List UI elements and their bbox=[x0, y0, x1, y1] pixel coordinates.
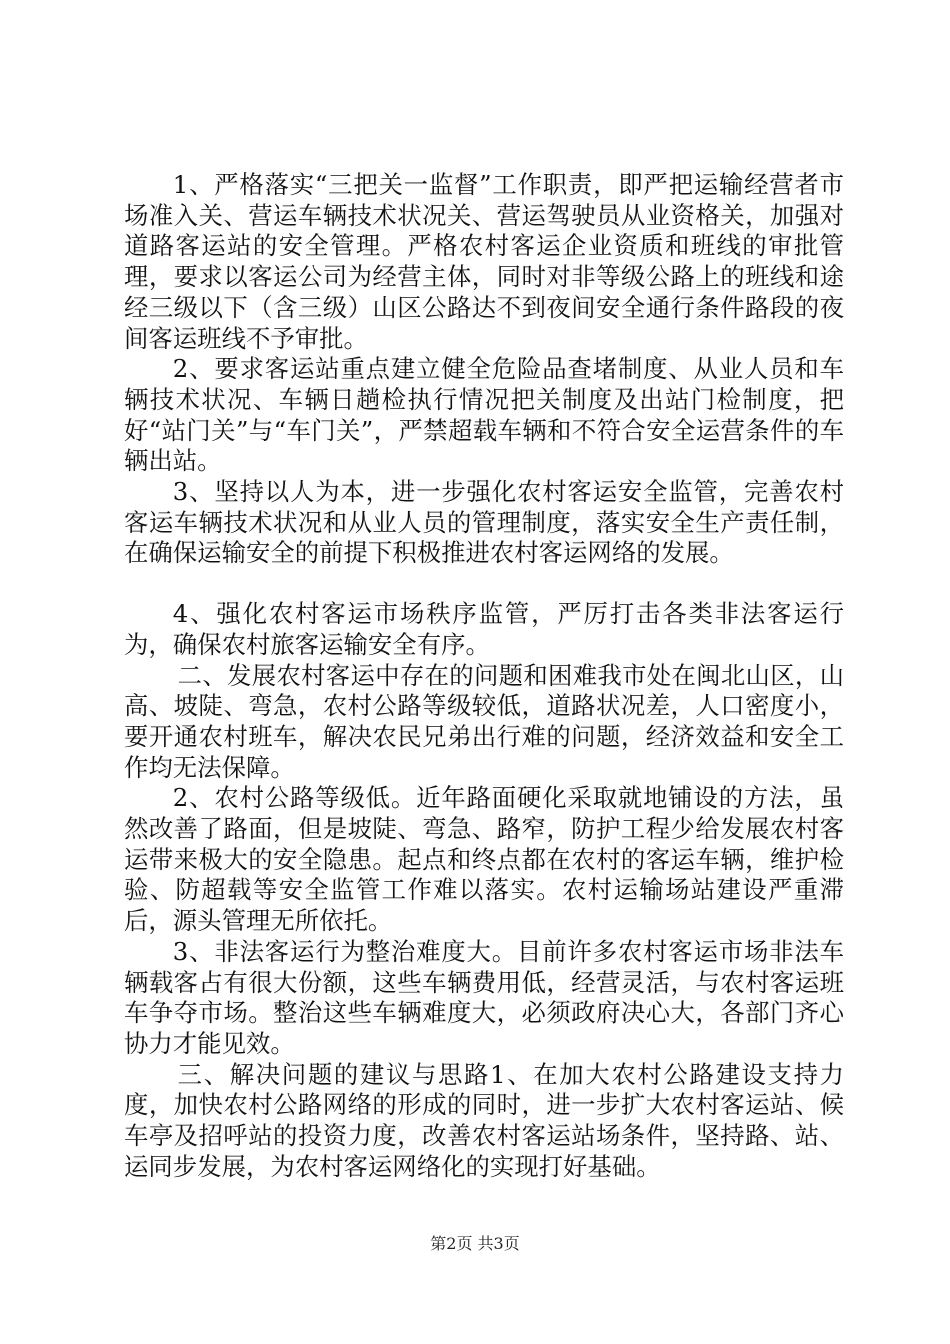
paragraph-gap bbox=[124, 569, 844, 599]
paragraph-2: 2、要求客运站重点建立健全危险品查堵制度、从业人员和车辆技术状况、车辆日趟检执行情况把关制度及出站门检制度，把好“站门关”与“车门关”，严禁超载车辆和不符合安全运营条件的车辆出站。 bbox=[124, 354, 844, 476]
paragraph-5: 二、发展农村客运中存在的问题和困难我市处在闽北山区，山高、坡陡、弯急，农村公路等级较低，道路状况差，人口密度小，要开通农村班车，解决农民兄弟出行难的问题，经济效益和安全工作均无法保障。 bbox=[124, 660, 844, 782]
paragraph-4: 4、强化农村客运市场秩序监管，严厉打击各类非法客运行为，确保农村旅客运输安全有序。 bbox=[124, 599, 844, 659]
paragraph-8: 三、解决问题的建议与思路1、在加大农村公路建设支持力度，加快农村公路网络的形成的同时，进一步扩大农村客运站、候车亭及招呼站的投资力度，改善农村客运站场条件，坚持路、站、运同步发展，为农村客运网络化的实现打好基础。 bbox=[124, 1059, 844, 1181]
paragraph-1: 1、严格落实“三把关一监督”工作职责，即严把运输经营者市场准入关、营运车辆技术状况关、营运驾驶员从业资格关，加强对道路客运站的安全管理。严格农村客运企业资质和班线的审批管理，要求以客运公司为经营主体，同时对非等级公路上的班线和途经三级以下（含三级）山区公路达不到夜间安全通行条件路段的夜间客运班线不予审批。 bbox=[124, 170, 844, 353]
paragraph-3: 3、坚持以人为本，进一步强化农村客运安全监管，完善农村客运车辆技术状况和从业人员的管理制度，落实安全生产责任制，在确保运输安全的前提下积极推进农村客运网络的发展。 bbox=[124, 477, 844, 568]
document-body bbox=[124, 170, 844, 1183]
page-number-footer: 第2页 共3页 bbox=[430, 1234, 520, 1253]
paragraph-6: 2、农村公路等级低。近年路面硬化采取就地铺设的方法，虽然改善了路面，但是坡陡、弯急、路窄，防护工程少给发展农村客运带来极大的安全隐患。起点和终点都在农村的客运车辆，维护检验、防超载等安全监管工作难以落实。农村运输场站建设严重滞后，源头管理无所依托。 bbox=[124, 783, 844, 936]
paragraph-7: 3、非法客运行为整治难度大。目前许多农村客运市场非法车辆载客占有很大份额，这些车辆费用低，经营灵活，与农村客运班车争夺市场。整治这些车辆难度大，必须政府决心大，各部门齐心协力才能见效。 bbox=[124, 936, 844, 1058]
